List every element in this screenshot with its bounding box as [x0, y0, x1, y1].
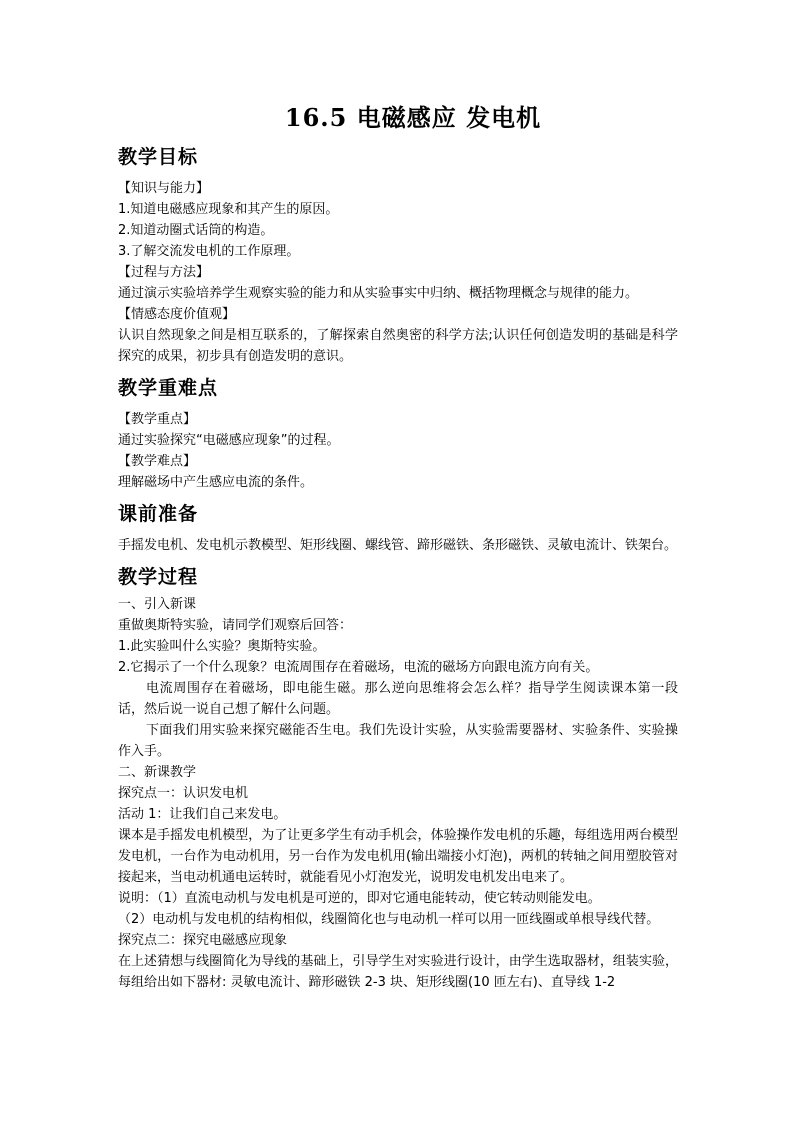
- emotion-text: 认识自然现象之间是相互联系的，了解探索自然奥密的科学方法;认识任何创造发明的基础是科学探究的成果，初步具有创造发明的意识。: [118, 328, 678, 364]
- knowledge-item: 3.了解交流发电机的工作原理。: [118, 244, 300, 259]
- section-heading-key-points: 教学重难点: [118, 377, 219, 399]
- knowledge-item: 1.知道电磁感应现象和其产生的原因。: [118, 202, 339, 217]
- reverse-thinking-paragraph: 电流周围存在着磁场，即电能生磁。那么逆向思维将会怎么样？指导学生阅读课本第一段话，然后说一说自己想了解什么问题。: [118, 681, 678, 717]
- explore-point-1-title: 探究点一：认识发电机: [118, 786, 249, 801]
- activity-1: 活动 1：让我们自己来发电。: [118, 807, 287, 822]
- part1-title: 一、引入新课: [118, 597, 197, 612]
- design-experiment-paragraph: 下面我们用实验来探究磁能否生电。我们先设计实验，从实验需要器材、实验条件、实验操作入手。: [118, 723, 678, 759]
- focus-text: 通过实验探究“电磁感应现象”的过程。: [118, 433, 340, 448]
- section-heading-objectives: 教学目标: [118, 146, 199, 168]
- section-heading-process: 教学过程: [118, 566, 199, 588]
- note-2: （2）电动机与发电机的结构相似，线圈简化也与电动机一样可以用一匝线圈或单根导线代替。: [118, 912, 660, 927]
- focus-label: 【教学重点】: [118, 412, 197, 427]
- document-page: [118, 96, 678, 993]
- explore-point-2-title: 探究点二：探究电磁感应现象: [118, 933, 288, 948]
- knowledge-label: 【知识与能力】: [118, 181, 210, 196]
- preparation-text: 手摇发电机、发电机示教模型、矩形线圈、螺线管、蹄形磁铁、条形磁铁、灵敏电流计、铁架台。: [118, 538, 678, 553]
- explore-point-2-paragraph: 在上述猜想与线圈简化为导线的基础上，引导学生对实验进行设计，由学生选取器材，组装实验，每组给出如下器材: 灵敏电流计、蹄形磁铁 2-3 块、矩形线圈(10 匝左右)、直导线 1-2: [118, 954, 678, 990]
- section-heading-preparation: 课前准备: [118, 503, 199, 525]
- part2-title: 二、新课教学: [118, 765, 197, 780]
- process-method-label: 【过程与方法】: [118, 265, 210, 280]
- generator-model-paragraph: 课本是手摇发电机模型，为了让更多学生有动手机会，体验操作发电机的乐趣，每组选用两台模型发电机，一台作为电动机用，另一台作为发电机用(输出端接小灯泡)，两机的转轴之间用塑胶管对接起来，当电动机通电运转时，就能看见小灯泡发光，说明发电机发出电来了。: [118, 828, 678, 885]
- emotion-label: 【情感态度价值观】: [118, 307, 236, 322]
- process-method-text: 通过演示实验培养学生观察实验的能力和从实验事实中归纳、概括物理概念与规律的能力。: [118, 286, 639, 301]
- part1-intro: 重做奥斯特实验，请同学们观察后回答：: [118, 618, 353, 633]
- difficulty-label: 【教学难点】: [118, 454, 197, 469]
- document-title: 16.5 电磁感应 发电机: [284, 103, 542, 132]
- note-1: 说明：（1）直流电动机与发电机是可逆的，即对它通电能转动，使它转动则能发电。: [118, 891, 601, 906]
- knowledge-item: 2.知道动圈式话筒的构造。: [118, 223, 274, 238]
- question-1: 1.此实验叫什么实验？奥斯特实验。: [118, 639, 326, 654]
- question-2: 2.它揭示了一个什么现象？电流周围存在着磁场，电流的磁场方向跟电流方向有关。: [118, 660, 599, 675]
- difficulty-text: 理解磁场中产生感应电流的条件。: [118, 475, 314, 490]
